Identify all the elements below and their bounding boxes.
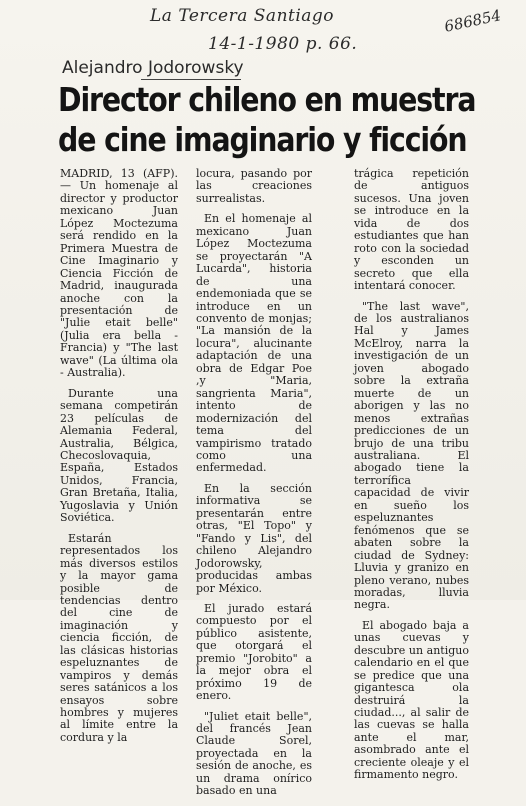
- headline-line-2: de cine imaginario y ficción: [58, 120, 467, 159]
- article-column-1: [60, 168, 178, 752]
- paragraph: trágica repetición de antiguos sucesos. Una joven se introduce en la vida de dos estudiantes que han roto con la sociedad y esconden un secreto que ella intentará conocer.: [354, 167, 469, 293]
- headline-line-1: Director chileno en muestra: [58, 80, 476, 119]
- paragraph: MADRID, 13 (AFP).— Un homenaje al director y productor mexicano Juan López Moctezuma será rendido en la Primera Muestra de Cine Imaginario y Ciencia Ficción de Madrid, inaugurada anoche con la presentación de "Julie etait belle" (Julia era bella - Francia) y "The last wave" (La última ola - Australia).: [60, 167, 178, 380]
- article-author: Alejandro Jodorowsky: [62, 58, 244, 78]
- paragraph: Estarán representados los más diversos estilos y la mayor gama posible de tendencias dentro del cine de imaginación y ciencia ficción, de las clásicas historias espeluznantes de vampiros y demás seres satánicos a los ensayos sobre hombres y mujeres al límite entre la cordura y la: [60, 531, 178, 744]
- handwritten-source-note: La Tercera Santiago: [150, 6, 335, 26]
- paragraph: Durante una semana competirán 23 películas de Alemania Federal, Australia, Bélgica, Checoslovaquia, España, Estados Unidos, Francia, Gran Bretaña, Italia, Yugoslavia y Unión Soviética.: [60, 386, 178, 525]
- article-column-3: [354, 168, 469, 790]
- paragraph: "The last wave", de los australianos Hal y James McElroy, narra la investigación de un joven abogado sobre la extraña muerte de un aborigen y las no menos extrañas predicciones de un brujo de una tribu australiana. El abogado tiene la terrorífica capacidad de vivir en sueño los espeluznantes fenómenos que se abaten sobre la ciudad de Sydney: Lluvia y granizo en pleno verano, nubes moradas, lluvia negra.: [354, 299, 469, 612]
- archive-number-note: 686854: [442, 6, 503, 36]
- handwritten-date-note: 14-1-1980 p. 66.: [208, 34, 358, 54]
- paragraph: En la sección informativa se presentarán entre otras, "El Topo" y "Fando y Lis", del chileno Alejandro Jodorowsky, producidas ambas por México.: [196, 481, 312, 595]
- paragraph: El jurado estará compuesto por el público asistente, que otorgará el premio "Jorobito" a la mejor obra el próximo 19 de enero.: [196, 601, 312, 703]
- article-column-2: [196, 168, 312, 806]
- paragraph: En el homenaje al mexicano Juan López Moctezuma se proyectarán "A Lucarda", historia de una endemoniada que se introduce en un convento de monjas; "La mansión de la locura", alucinante adaptación de una obra de Edgar Poe ,y "Maria, sangrienta Maria", intento de modernización del tema del vampirismo tratado como una enfermedad.: [196, 212, 312, 475]
- paragraph: "Juliet etait belle", del francés Jean Claude Sorel, proyectada en la sesión de anoche, es un drama onírico basado en una: [196, 709, 312, 798]
- paragraph: locura, pasando por las creaciones surrealistas.: [196, 167, 312, 205]
- paragraph: El abogado baja a unas cuevas y descubre un antiguo calendario en el que se predice que una gigantesca ola destruirá la ciudad..., al salir de las cuevas se halla ante el mar, asombrado ante el creciente oleaje y el firmamento negro.: [354, 618, 469, 782]
